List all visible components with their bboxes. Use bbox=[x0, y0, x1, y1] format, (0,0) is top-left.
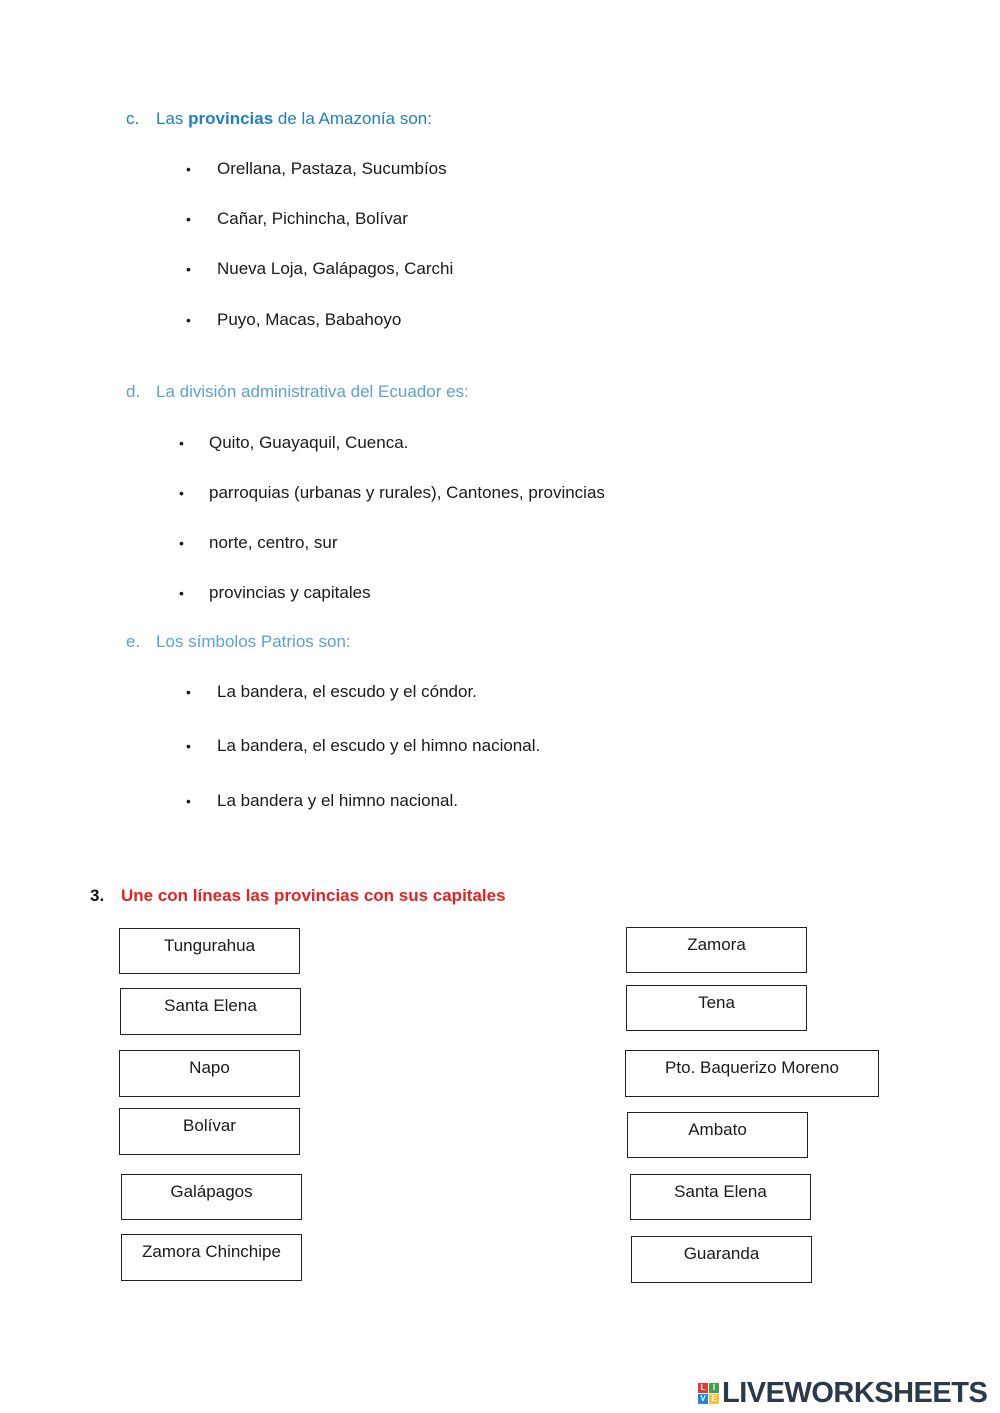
question-text: La división administrativa del Ecuador es: bbox=[156, 382, 469, 401]
bullet-icon: • bbox=[179, 535, 184, 551]
option-text: La bandera, el escudo y el himno nacional. bbox=[217, 736, 541, 755]
bullet-icon: • bbox=[186, 312, 191, 328]
option-d-4[interactable] bbox=[179, 583, 371, 603]
province-box[interactable]: Tungurahua bbox=[119, 928, 300, 974]
option-text: Puyo, Macas, Babahoyo bbox=[217, 310, 402, 329]
logo-text: LIVEWORKSHEETS bbox=[722, 1376, 988, 1409]
question-c-header bbox=[126, 109, 432, 129]
question-letter: e. bbox=[126, 632, 141, 651]
option-text: Quito, Guayaquil, Cuenca. bbox=[209, 433, 409, 452]
capital-box[interactable]: Pto. Baquerizo Moreno bbox=[625, 1050, 879, 1097]
bullet-icon: • bbox=[186, 793, 191, 809]
option-c-2[interactable] bbox=[186, 209, 408, 229]
logo-letter: E bbox=[709, 1394, 719, 1404]
option-e-1[interactable] bbox=[186, 682, 477, 702]
option-e-3[interactable] bbox=[186, 791, 458, 811]
question-text-prefix: Las bbox=[156, 109, 189, 128]
province-box[interactable]: Zamora Chinchipe bbox=[121, 1234, 302, 1281]
option-d-2[interactable] bbox=[179, 483, 605, 503]
logo-letter: I bbox=[709, 1383, 719, 1393]
logo-squares-icon bbox=[698, 1383, 719, 1404]
capital-box[interactable]: Santa Elena bbox=[630, 1174, 811, 1220]
question-text-bold: provincias bbox=[188, 109, 274, 128]
question-d-header bbox=[126, 382, 469, 402]
capital-box[interactable]: Ambato bbox=[627, 1112, 808, 1158]
bullet-icon: • bbox=[186, 684, 191, 700]
option-text: parroquias (urbanas y rurales), Cantones, provincias bbox=[209, 483, 605, 502]
liveworksheets-logo bbox=[698, 1378, 987, 1408]
question-e-header bbox=[126, 632, 351, 652]
question-text-suffix: de la Amazonía son: bbox=[273, 109, 432, 128]
option-text: La bandera, el escudo y el cóndor. bbox=[217, 682, 477, 701]
bullet-icon: • bbox=[186, 738, 191, 754]
option-text: Cañar, Pichincha, Bolívar bbox=[217, 209, 408, 228]
province-box[interactable]: Galápagos bbox=[121, 1174, 302, 1220]
section-3-title bbox=[90, 886, 506, 906]
option-e-2[interactable] bbox=[186, 736, 540, 756]
logo-letter: V bbox=[698, 1394, 708, 1404]
option-text: Nueva Loja, Galápagos, Carchi bbox=[217, 259, 454, 278]
option-d-1[interactable] bbox=[179, 433, 408, 453]
option-text: Orellana, Pastaza, Sucumbíos bbox=[217, 159, 447, 178]
option-c-4[interactable] bbox=[186, 310, 401, 330]
bullet-icon: • bbox=[186, 161, 191, 177]
option-c-3[interactable] bbox=[186, 259, 453, 279]
province-box[interactable]: Santa Elena bbox=[120, 988, 301, 1035]
bullet-icon: • bbox=[179, 585, 184, 601]
province-box[interactable]: Napo bbox=[119, 1050, 300, 1097]
option-text: norte, centro, sur bbox=[209, 533, 338, 552]
province-box[interactable]: Bolívar bbox=[119, 1108, 300, 1155]
option-c-1[interactable] bbox=[186, 159, 447, 179]
bullet-icon: • bbox=[186, 261, 191, 277]
question-letter: c. bbox=[126, 109, 140, 128]
question-text: Los símbolos Patrios son: bbox=[156, 632, 351, 651]
bullet-icon: • bbox=[179, 485, 184, 501]
option-text: La bandera y el himno nacional. bbox=[217, 791, 458, 810]
capital-box[interactable]: Guaranda bbox=[631, 1236, 812, 1283]
section-title: Une con líneas las provincias con sus capitales bbox=[121, 886, 506, 905]
question-letter: d. bbox=[126, 382, 141, 401]
option-text: provincias y capitales bbox=[209, 583, 371, 602]
option-d-3[interactable] bbox=[179, 533, 338, 553]
section-number: 3. bbox=[90, 886, 105, 905]
capital-box[interactable]: Tena bbox=[626, 985, 807, 1031]
capital-box[interactable]: Zamora bbox=[626, 927, 807, 973]
bullet-icon: • bbox=[186, 211, 191, 227]
bullet-icon: • bbox=[179, 435, 184, 451]
logo-letter: L bbox=[698, 1383, 708, 1393]
